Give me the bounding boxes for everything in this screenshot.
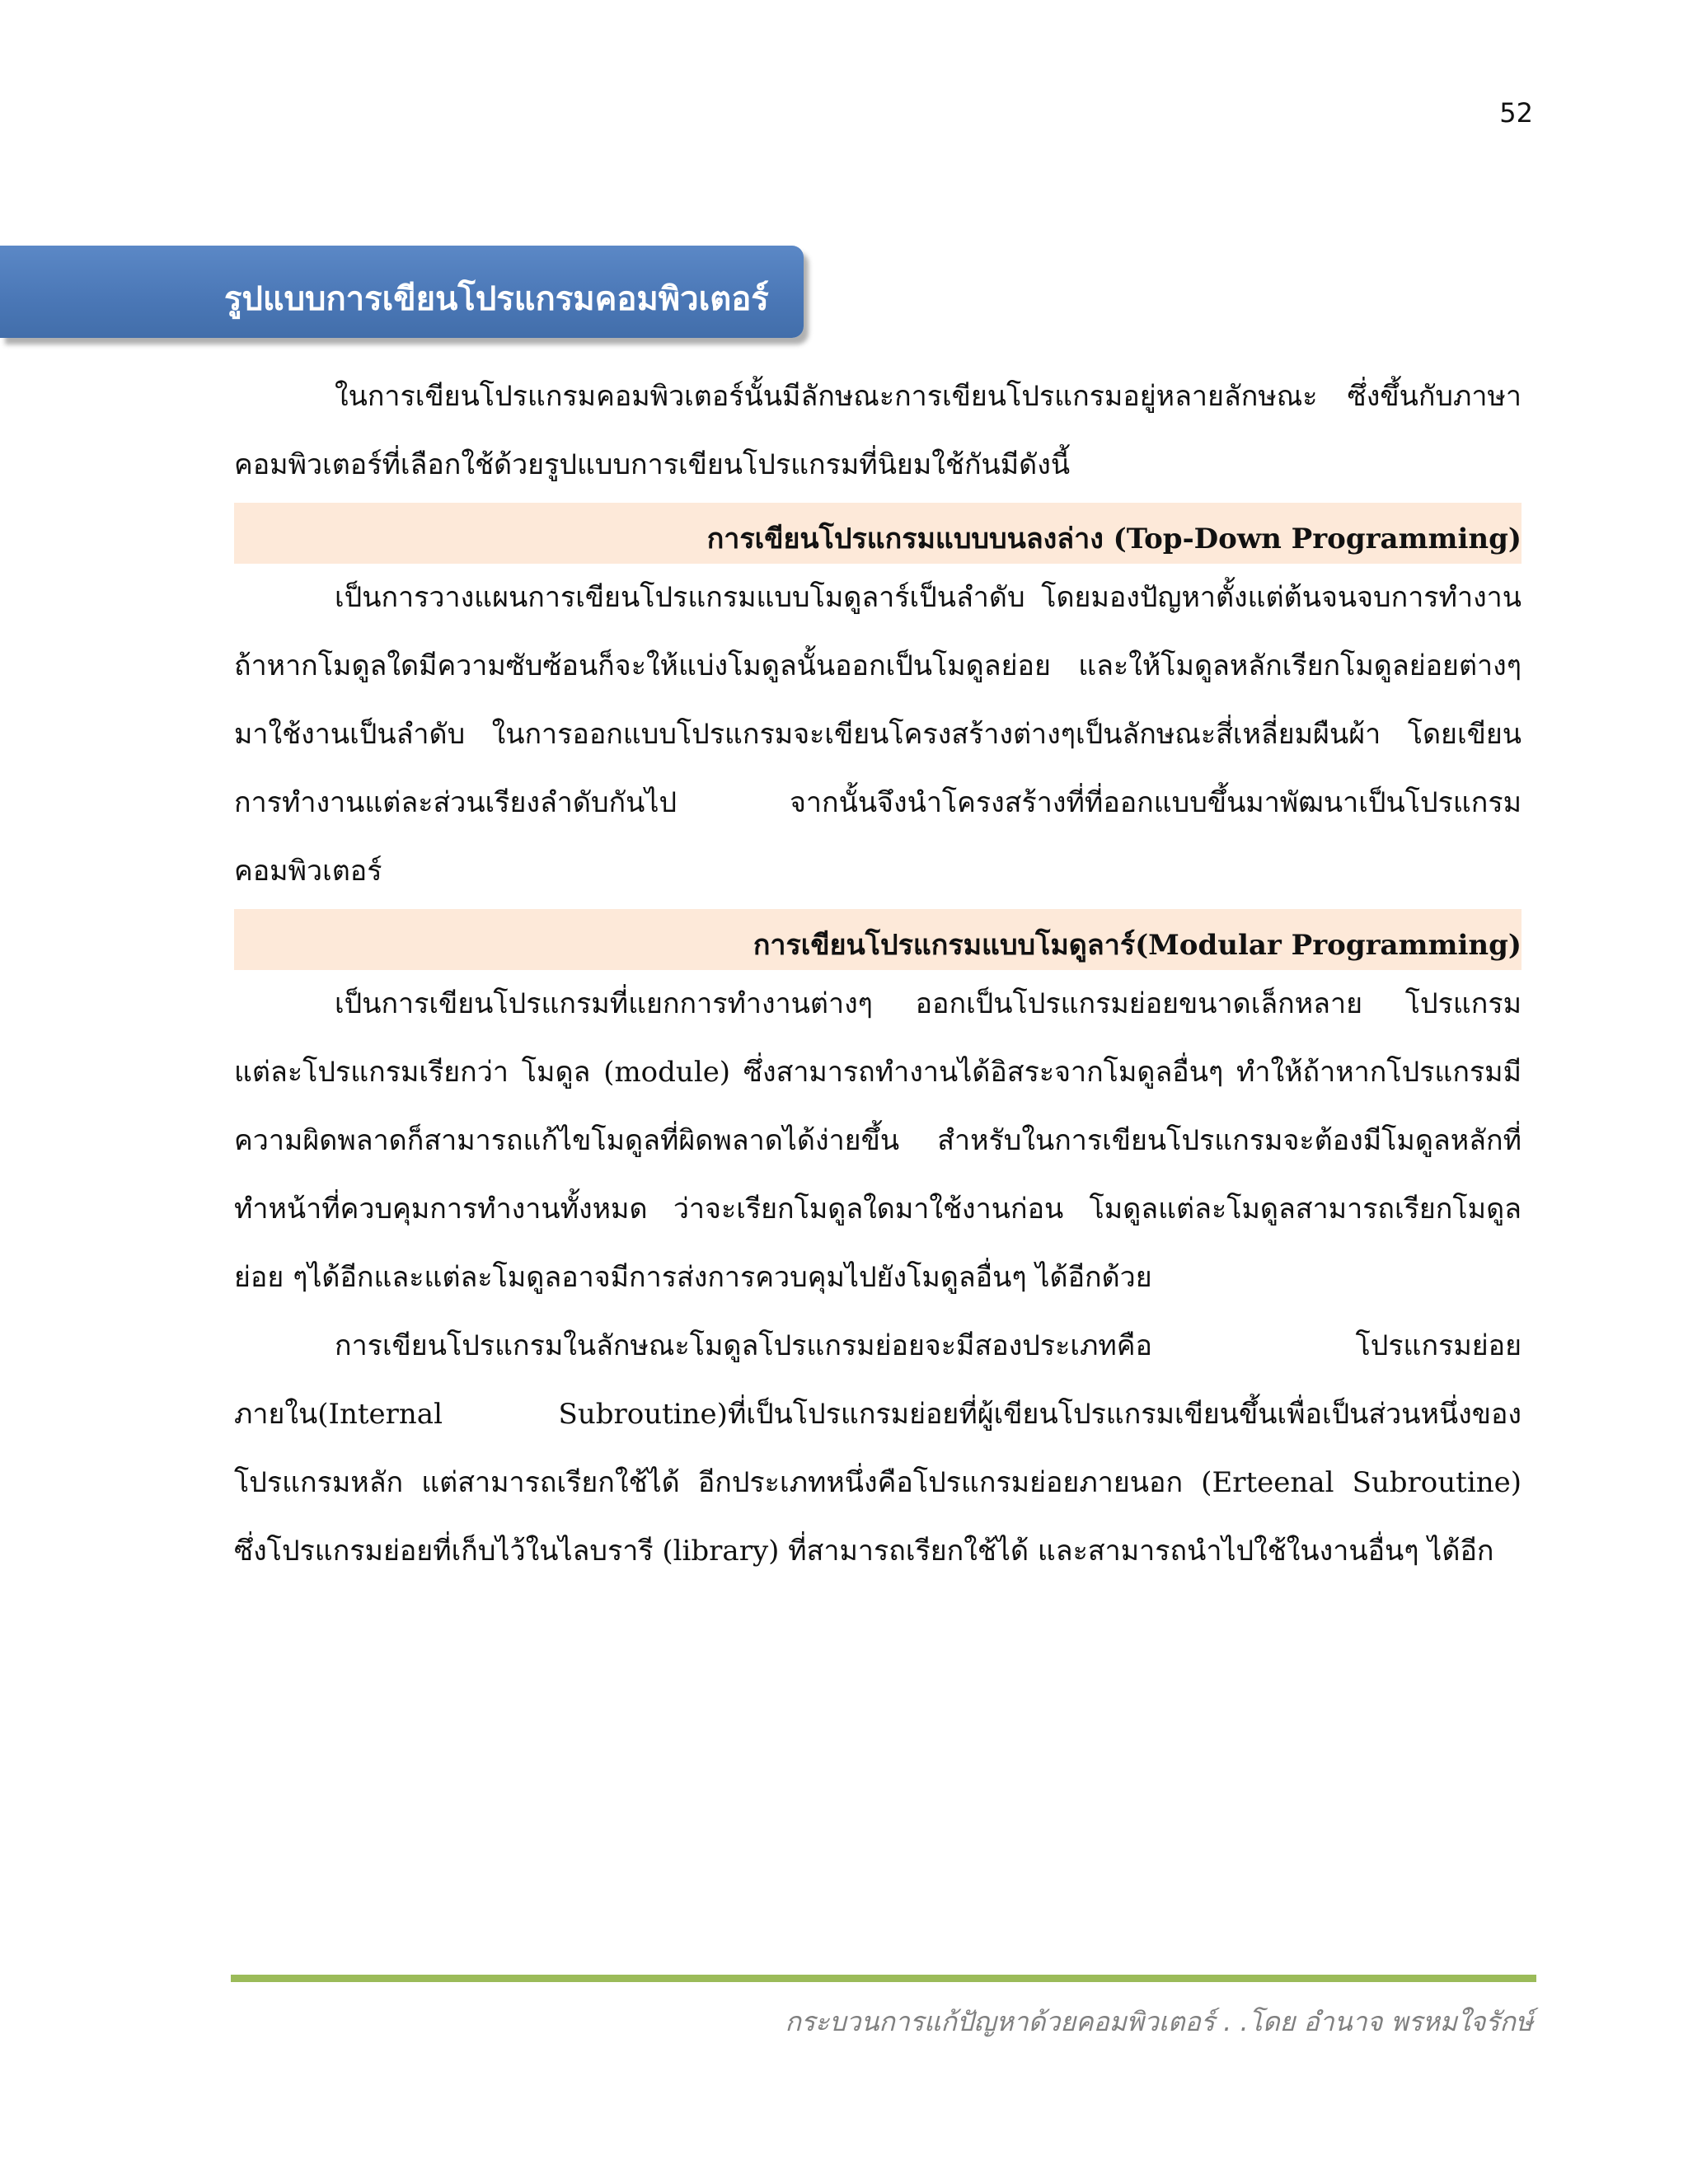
paragraph-text: การเขียนโปรแกรมในลักษณะโมดูลโปรแกรมย่อยจะมีสองประเภทคือ โปรแกรมย่อยภายใน(Internal Subroutine)ที่เป็นโปรแกรมย่อยที่ผู้เขียนโปรแกรมเขียนขึ้นเพื่อเป็นส่วนหนึ่งของโปรแกรมหลัก แต่สามารถเรียกใช้ได้ อีกประเภทหนึ่งคือโปรแกรมย่อยภายนอก (Erteenal Subroutine) ซึ่งโปรแกรมย่อยที่เก็บไว้ในไลบรารี (library) ที่สามารถเรียกใช้ได้ และสามารถนำไปใช้ในงานอื่นๆ ได้อีก (234, 1329, 1522, 1568)
document-body (234, 363, 1522, 1586)
modular-paragraph-2 (234, 1312, 1522, 1586)
section-heading-top-down (234, 503, 1522, 564)
intro-text: ในการเขียนโปรแกรมคอมพิวเตอร์นั้นมีลักษณะการเขียนโปรแกรมอยู่หลายลักษณะ ซึ่งขึ้นกับภาษาคอมพิวเตอร์ที่เลือกใช้ด้วยรูปแบบการเขียนโปรแกรมที่นิยมใช้กันมีดังนี้ (234, 380, 1522, 481)
chapter-title: รูปแบบการเขียนโปรแกรมคอมพิวเตอร์ (224, 279, 769, 318)
section-heading-text: การเขียนโปรแกรมแบบบนลงล่าง (Top-Down Programming) (706, 523, 1522, 555)
modular-paragraph-1 (234, 970, 1522, 1312)
chapter-banner (0, 246, 804, 338)
paragraph-text: เป็นการวางแผนการเขียนโปรแกรมแบบโมดูลาร์เป็นลำดับ โดยมองปัญหาตั้งแต่ต้นจนจบการทำงาน ถ้าหากโมดูลใดมีความซับซ้อนก็จะให้แบ่งโมดูลนั้นออกเป็นโมดูลย่อย และให้โมดูลหลักเรียกโมดูลย่อยต่างๆมาใช้งานเป็นลำดับ ในการออกแบบโปรแกรมจะเขียนโครงสร้างต่างๆเป็นลักษณะสี่เหลี่ยมผืนผ้า โดยเขียนการทำงานแต่ละส่วนเรียงลำดับกันไป จากนั้นจึงนำโครงสร้างที่ที่ออกแบบขึ้นมาพัฒนาเป็นโปรแกรมคอมพิวเตอร์ (234, 581, 1522, 888)
footer-divider (231, 1975, 1536, 1982)
footer-text: กระบวนการแก้ปัญหาด้วยคอมพิวเตอร์ . .โดย อำนาจ พรหมใจรักษ์ (785, 2006, 1533, 2037)
section-heading-modular (234, 909, 1522, 970)
intro-paragraph (234, 363, 1522, 499)
top-down-paragraph (234, 564, 1522, 906)
paragraph-text: เป็นการเขียนโปรแกรมที่แยกการทำงานต่างๆ ออกเป็นโปรแกรมย่อยขนาดเล็กหลาย โปรแกรม แต่ละโปรแกรมเรียกว่า โมดูล (module) ซึ่งสามารถทำงานได้อิสระจากโมดูลอื่นๆ ทำให้ถ้าหากโปรแกรมมีความผิดพลาดก็สามารถแก้ไขโมดูลที่ผิดพลาดได้ง่ายขึ้น สำหรับในการเขียนโปรแกรมจะต้องมีโมดูลหลักที่ทำหน้าที่ควบคุมการทำงานทั้งหมด ว่าจะเรียกโมดูลใดมาใช้งานก่อน โมดูลแต่ละโมดูลสามารถเรียกโมดูลย่อย ๆได้อีกและแต่ละโมดูลอาจมีการส่งการควบคุมไปยังโมดูลอื่นๆ ได้อีกด้วย (234, 987, 1522, 1294)
page-number: 52 (1499, 97, 1533, 129)
section-heading-text: การเขียนโปรแกรมแบบโมดูลาร์(Modular Programming) (753, 929, 1522, 962)
